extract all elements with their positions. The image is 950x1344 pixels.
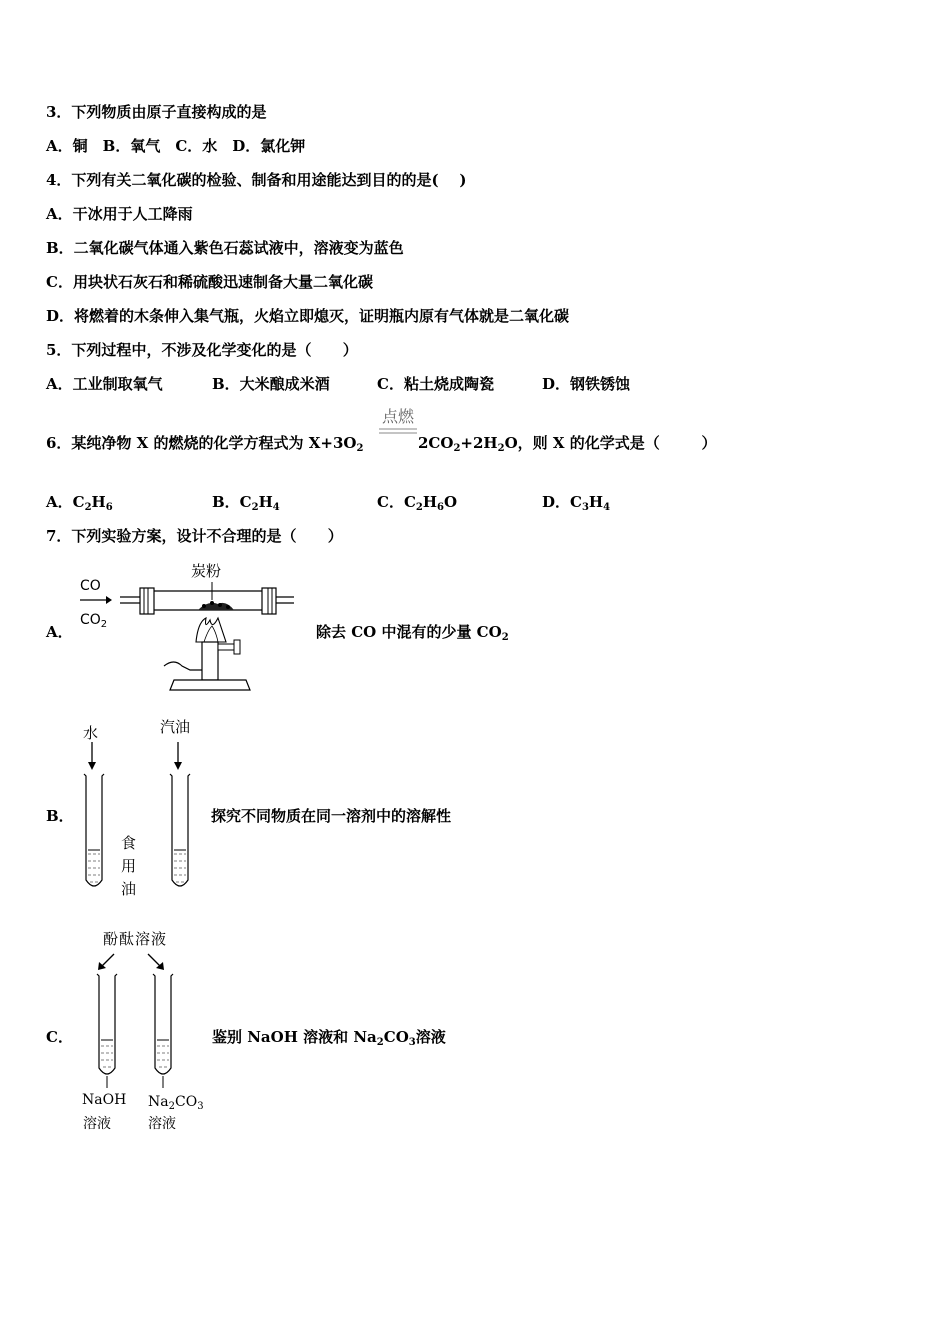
fig-b-gasoline-label: 汽油 [160,718,191,736]
q4-option-d: D．将燃着的木条伸入集气瓶，火焰立即熄灭，证明瓶内原有气体就是二氧化碳 [46,307,570,325]
q6-stem-products: $2CO_2+2H_2O$，则 X 的化学式是（ ） [418,434,717,454]
q7-stem: 7．下列实验方案，设计不合理的是（ ） [46,527,343,545]
fig-b-test-tubes [78,740,198,895]
q5-option-b: B．大米酿成米酒 [212,375,330,393]
q7-option-b-desc: 探究不同物质在同一溶剂中的溶解性 [211,807,452,825]
q5-option-d: D．钢铁锈蚀 [542,375,631,393]
q7-option-a-letter: A． [46,623,73,641]
fig-c-phenolphthalein-label: 酚酞溶液 [103,930,168,948]
fig-b-water-label: 水 [83,724,99,742]
q6-option-b: B．$C_2H_4$ [212,493,280,513]
reaction-condition: 点燃 [381,407,414,426]
q4-option-a: A．干冰用于人工降雨 [46,205,193,223]
fig-c-naoh-solution-label: 溶液 [83,1116,111,1132]
q7-option-b-letter: B． [46,807,74,825]
q7-option-c-desc: 鉴别 NaOH 溶液和 $Na_2CO_3$溶液 [212,1028,446,1048]
fig-a-apparatus [78,570,308,700]
q6-stem: 6．某纯净物 X 的燃烧的化学方程式为 $X+3O_2$ [46,434,364,454]
q4-option-b: B．二氧化碳气体通入紫色石蕊试液中，溶液变为蓝色 [46,239,404,257]
fig-a-co-label: CO [80,578,101,594]
fig-a-co2-label: $CO_2$ [80,612,108,630]
fig-a-carbon-label: 炭粉 [191,562,222,580]
reaction-equal-sign [379,427,417,435]
q5-stem: 5．下列过程中，不涉及化学变化的是（ ） [46,341,358,359]
q6-option-d: D．$C_3H_4$ [542,493,611,513]
q6-option-c: C．$C_2H_6O$ [377,493,458,513]
q5-option-c: C．粘土烧成陶瓷 [377,375,494,393]
q7-option-a-desc: 除去 CO 中混有的少量 $CO_2$ [316,623,509,643]
fig-b-oil-label-1: 食 [121,834,137,852]
fig-b-oil-label-3: 油 [121,880,137,898]
fig-b-oil-label-2: 用 [121,857,137,875]
q6-option-a: A．$C_2H_6$ [46,493,113,513]
q5-option-a: A．工业制取氧气 [46,375,163,393]
fig-c-na2co3-solution-label: 溶液 [148,1116,176,1132]
q7-option-c-letter: C． [46,1028,73,1046]
q3-stem: 3．下列物质由原子直接构成的是 [46,103,267,121]
fig-c-test-tubes [90,948,190,1088]
q4-option-c: C．用块状石灰石和稀硫酸迅速制备大量二氧化碳 [46,273,373,291]
q3-options: A．铜 B．氧气 C．水 D．氯化钾 [46,137,306,155]
fig-c-naoh-label: NaOH [82,1092,127,1108]
fig-c-na2co3-label: $Na_2CO_3$ [148,1094,204,1112]
q4-stem: 4．下列有关二氧化碳的检验、制备和用途能达到目的的是( ) [46,171,467,189]
